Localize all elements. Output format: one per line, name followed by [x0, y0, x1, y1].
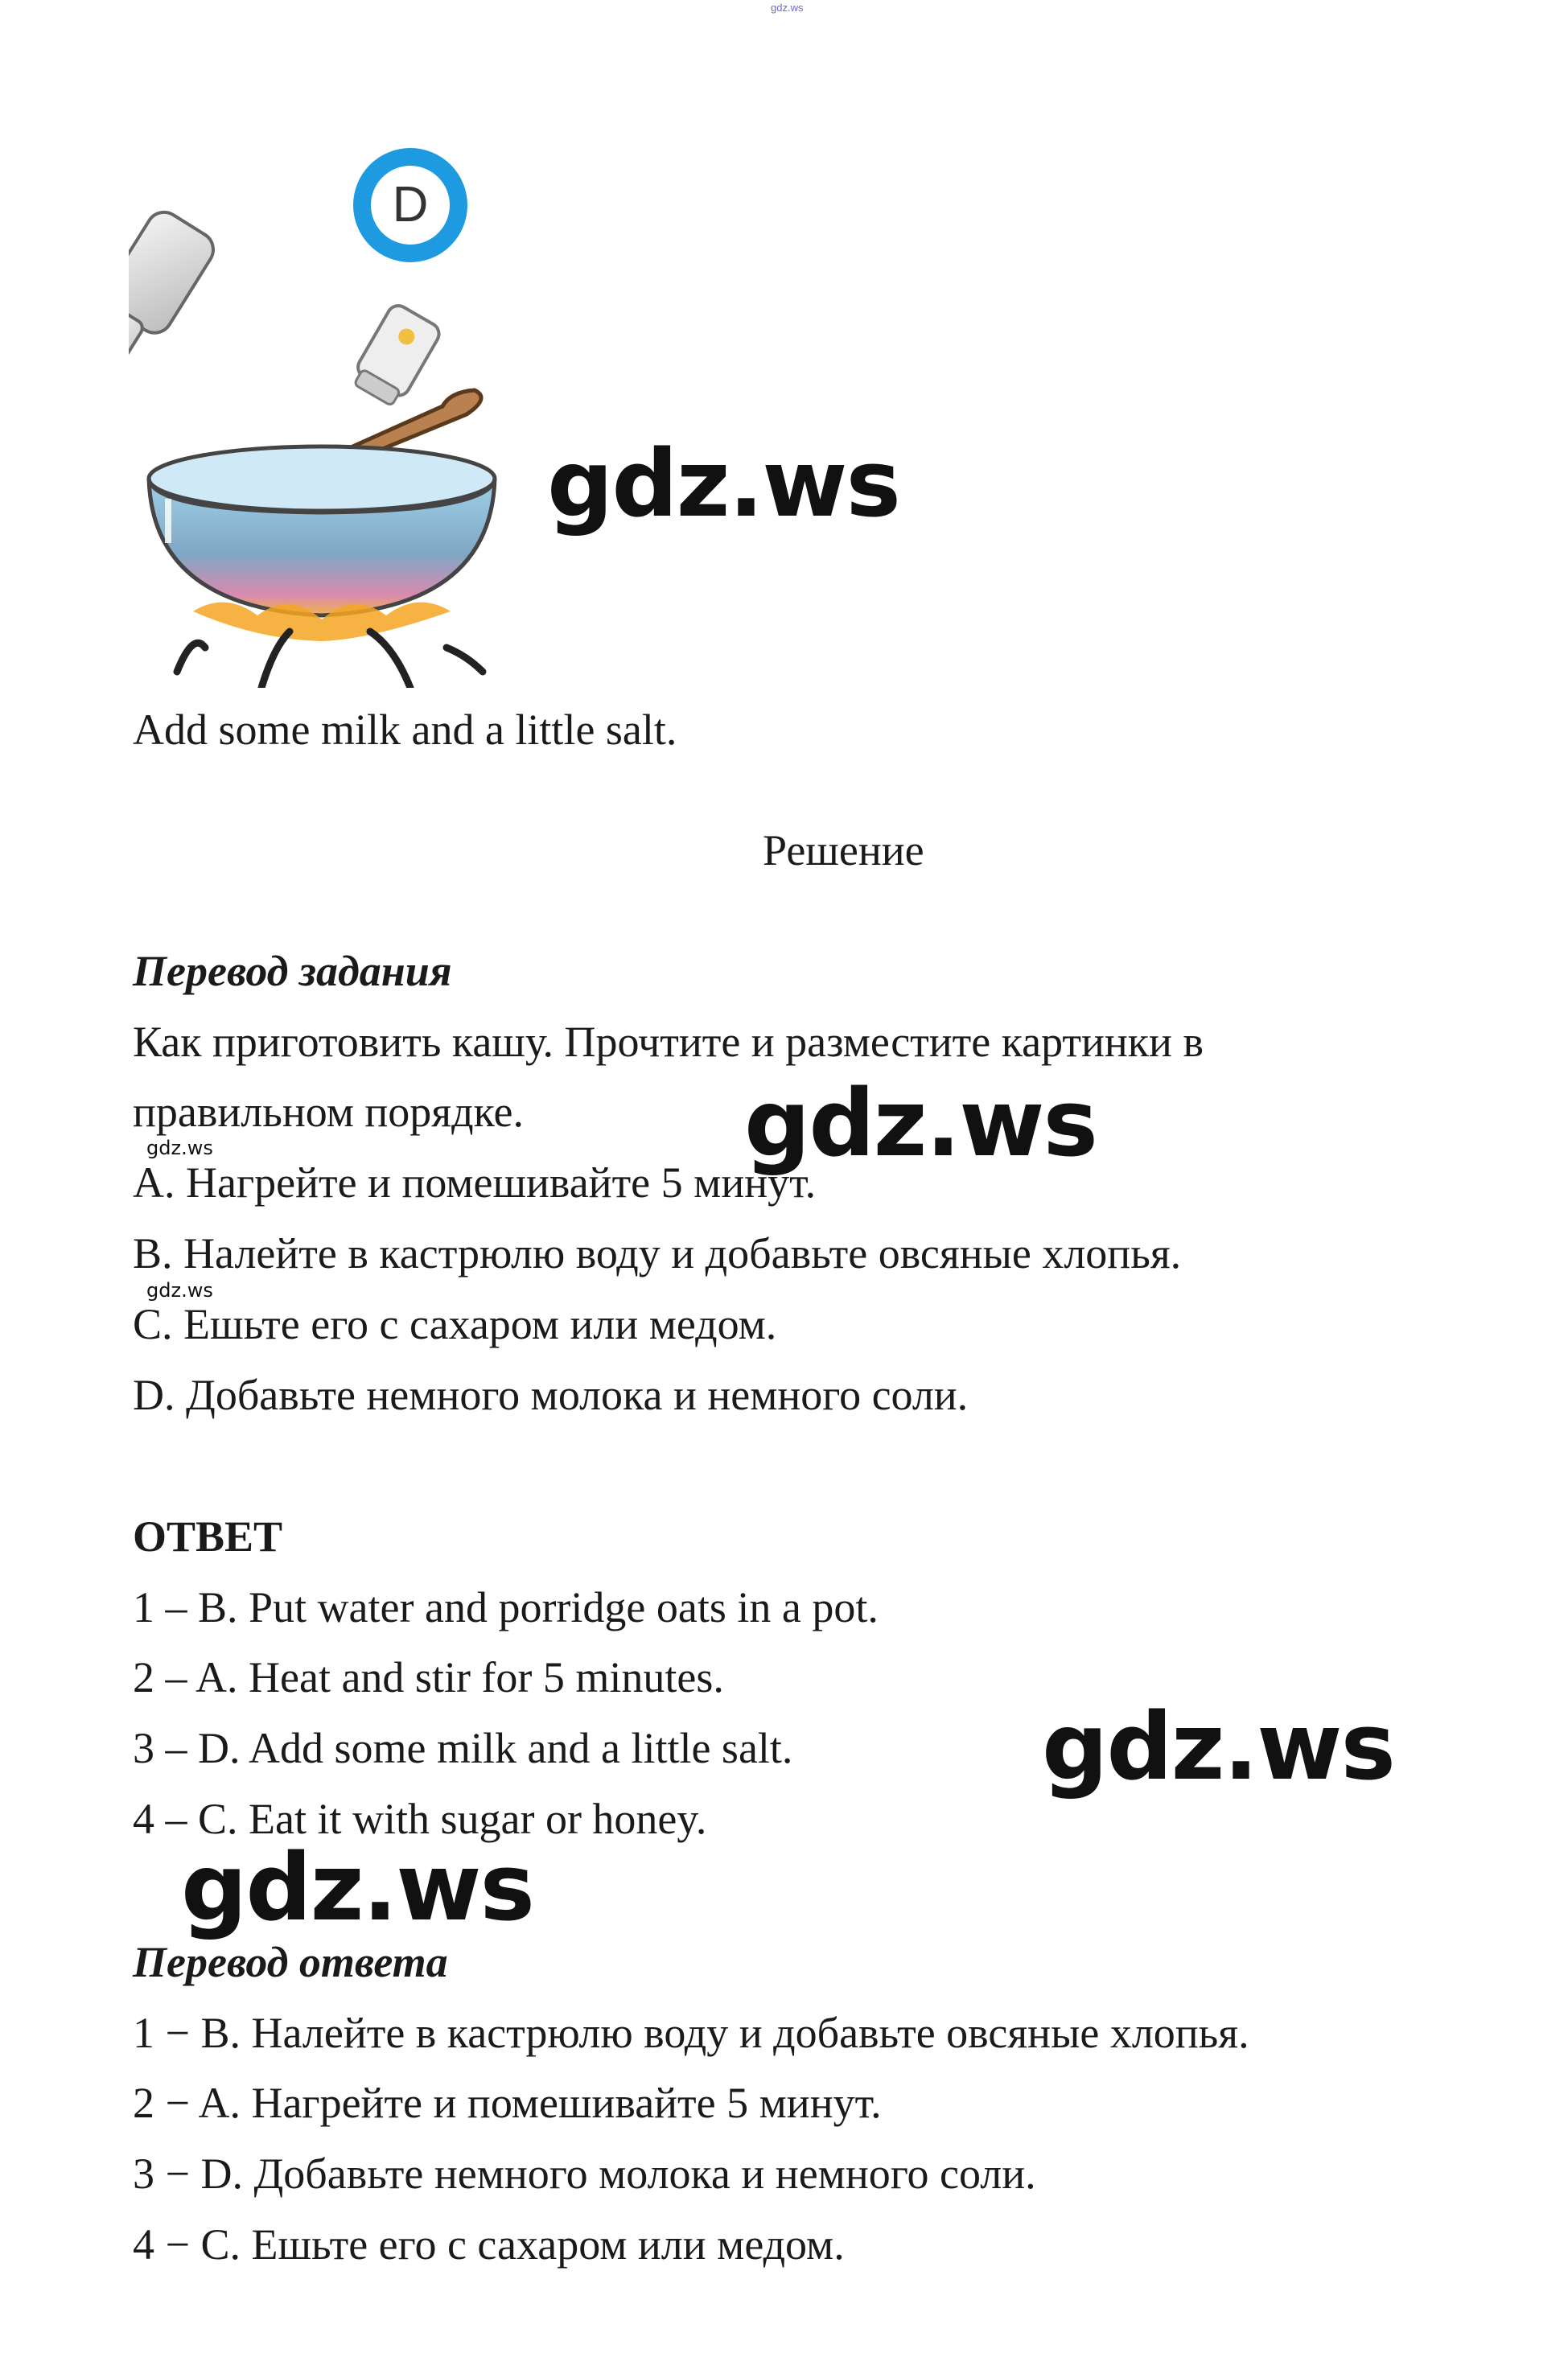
list-item: D. Добавьте немного молока и немного соли.	[133, 1371, 969, 1419]
answer-heading: ОТВЕТ	[133, 1512, 283, 1561]
list-item: 3 – D. Add some milk and a little salt.	[133, 1724, 793, 1772]
letter-badge	[362, 157, 459, 253]
watermark: gdz.ws	[1042, 1693, 1394, 1801]
top-watermark: gdz.ws	[771, 2, 804, 14]
image-caption: Add some milk and a little salt.	[133, 706, 677, 754]
list-item: 3 − D. Добавьте немного молока и немного соли.	[133, 2150, 1036, 2198]
answer-translation-heading: Перевод ответа	[133, 1938, 448, 1986]
watermark: gdz.ws	[547, 430, 899, 538]
watermark: gdz.ws	[744, 1070, 1097, 1178]
task-intro-line: Как приготовить кашу. Прочтите и разместите картинки в	[133, 1018, 1204, 1066]
task-translation-heading: Перевод задания	[133, 947, 452, 995]
watermark: gdz.ws	[146, 1279, 213, 1302]
milk-bottle-icon	[129, 206, 220, 425]
list-item: A. Нагрейте и помешивайте 5 минут.	[133, 1158, 817, 1207]
list-item: C. Ешьте его с сахаром или медом.	[133, 1300, 777, 1348]
watermark: gdz.ws	[181, 1834, 533, 1942]
list-item: 4 – C. Eat it with sugar or honey.	[133, 1795, 707, 1843]
solution-title: Решение	[763, 826, 924, 874]
list-item: 2 − A. Нагрейте и помешивайте 5 минут.	[133, 2079, 882, 2127]
pot-icon	[149, 446, 495, 615]
task-intro-line: правильном порядке.	[133, 1088, 524, 1136]
list-item: B. Налейте в кастрюлю воду и добавьте овсяные хлопья.	[133, 1229, 1182, 1277]
list-item: 4 − C. Ешьте его с сахаром или медом.	[133, 2220, 845, 2269]
list-item: 1 – B. Put water and porridge oats in a pot.	[133, 1583, 879, 1631]
list-item: 2 – A. Heat and stir for 5 minutes.	[133, 1653, 724, 1701]
letter-badge-text: D	[392, 177, 429, 232]
salt-shaker-icon	[348, 302, 443, 409]
list-item: 1 − B. Налейте в кастрюлю воду и добавьте овсяные хлопья.	[133, 2009, 1249, 2057]
watermark: gdz.ws	[146, 1137, 213, 1159]
cooking-pot-illustration	[129, 133, 579, 688]
